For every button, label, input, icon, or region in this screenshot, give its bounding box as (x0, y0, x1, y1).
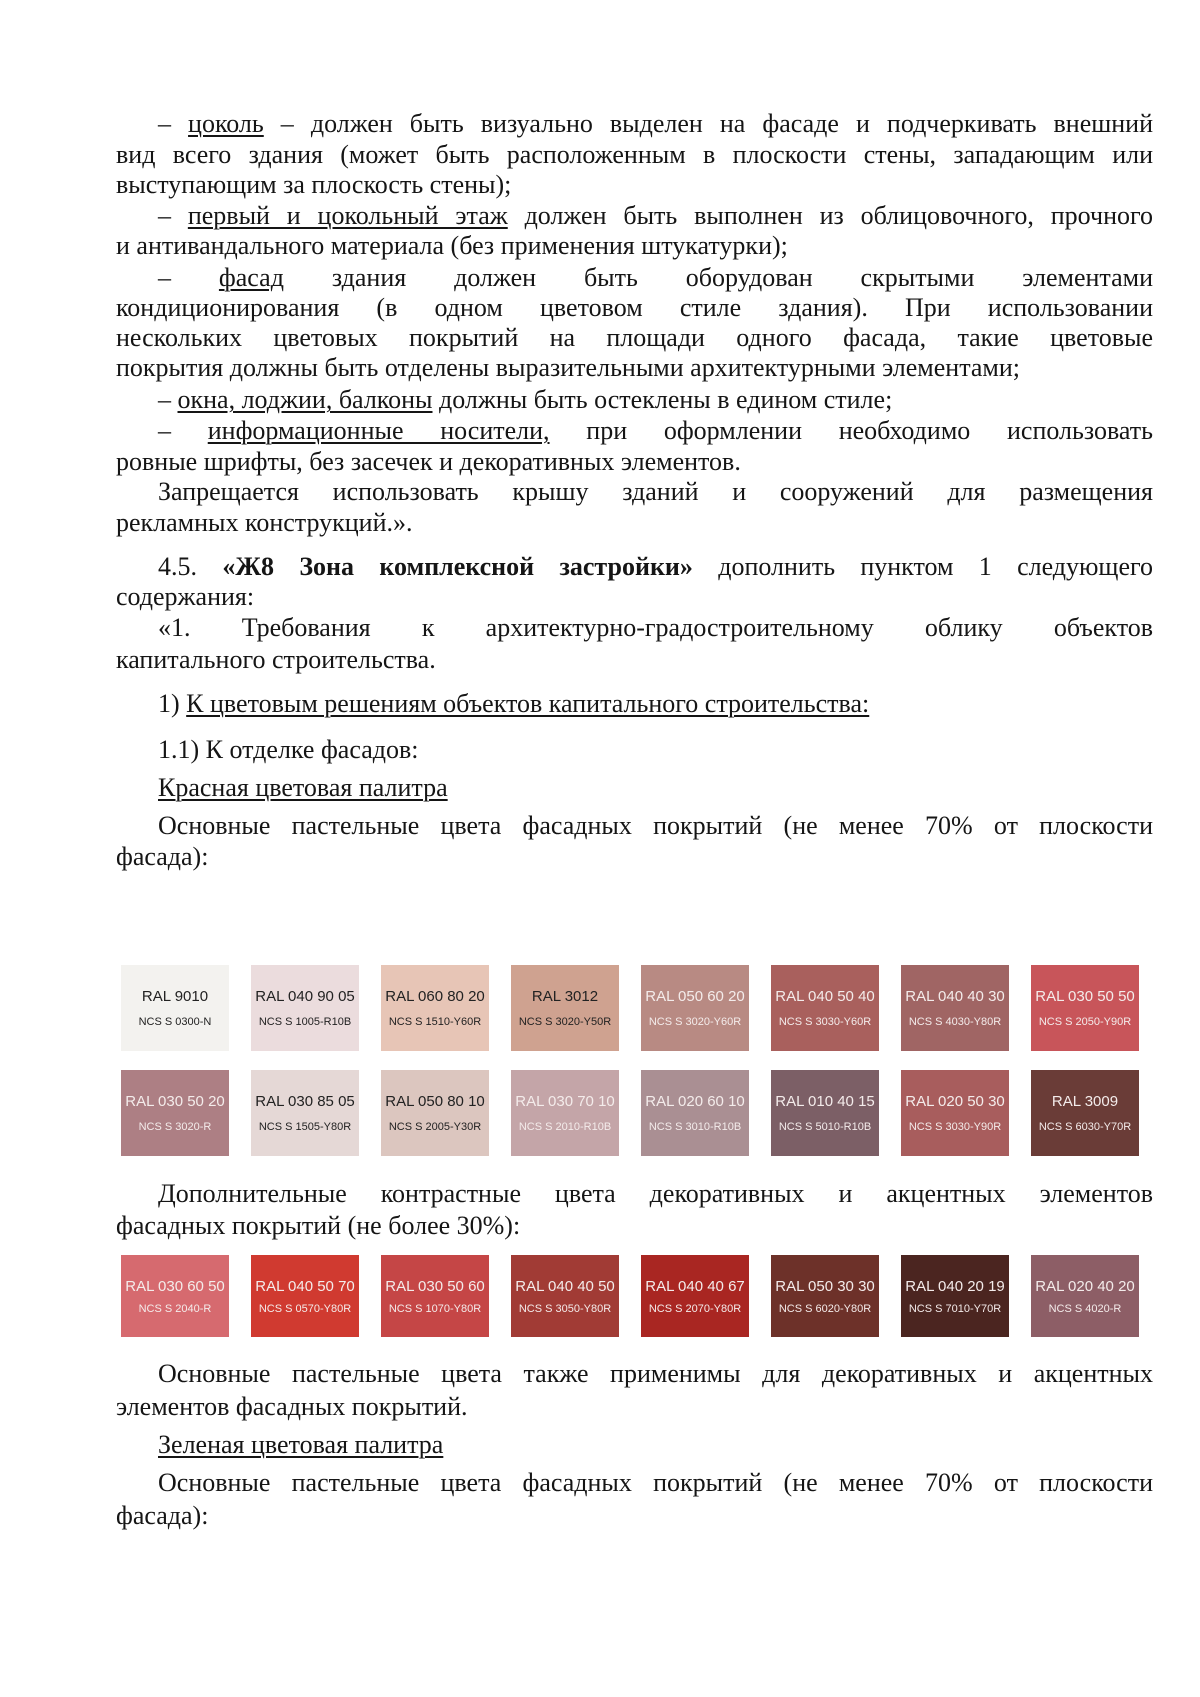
text-fragment: должен быть выполнен из облицовочного, прочного (507, 201, 1154, 230)
green-palette-heading (158, 1428, 1153, 1461)
ncs-code: NCS S 3030-Y60R (778, 1016, 872, 1028)
ncs-code: NCS S 3020-Y60R (648, 1016, 742, 1028)
ncs-code: NCS S 2050-Y90R (1038, 1016, 1132, 1028)
ncs-code: NCS S 5010-R10B (778, 1121, 872, 1133)
ncs-code: NCS S 3010-R10B (648, 1121, 742, 1133)
ncs-code: NCS S 6020-Y80R (778, 1302, 872, 1315)
text-line: элементов фасадных покрытий. (116, 1392, 468, 1421)
ral-code: RAL 030 60 50 (125, 1277, 225, 1295)
color-swatch (771, 1255, 879, 1337)
color-swatch (251, 965, 359, 1051)
ncs-code: NCS S 4030-Y80R (908, 1016, 1002, 1028)
underlined-term: информационные носители, (207, 416, 550, 445)
bullet-dash: – (158, 263, 219, 292)
ncs-code: NCS S 0300-N (138, 1016, 212, 1028)
bullet-dash: – (158, 385, 178, 414)
text-line: рекламных конструкций.». (116, 508, 413, 537)
text-line: кондиционирования (в одном цветовом стиле здания). При использовании (116, 293, 1153, 322)
ncs-code: NCS S 0570-Y80R (258, 1302, 352, 1315)
ral-code: RAL 040 20 19 (905, 1277, 1005, 1295)
color-swatch (901, 965, 1009, 1051)
text-line: ровные шрифты, без засечек и декоративных элементов. (116, 447, 741, 476)
underlined-term: цоколь (188, 109, 264, 138)
ral-code: RAL 050 80 10 (385, 1093, 485, 1110)
ncs-code: NCS S 1070-Y80R (388, 1302, 482, 1315)
ncs-code: NCS S 6030-Y70R (1038, 1121, 1132, 1133)
underlined-term: окна, лоджии, балконы (177, 385, 433, 414)
ral-code: RAL 010 40 15 (775, 1093, 875, 1110)
text-line: капитального строительства. (116, 645, 436, 674)
color-swatch (641, 1070, 749, 1156)
color-swatch (251, 1070, 359, 1156)
ral-code: RAL 060 80 20 (385, 988, 485, 1005)
color-swatch (771, 965, 879, 1051)
color-swatch (381, 1255, 489, 1337)
ral-code: RAL 3009 (1051, 1093, 1119, 1110)
color-swatch (641, 1255, 749, 1337)
ral-code: RAL 020 40 20 (1035, 1277, 1135, 1295)
subheading-color-solutions (158, 687, 1153, 720)
text-line: Запрещается использовать крышу зданий и сооружений для размещения (158, 477, 1153, 506)
text-fragment: должны быть остеклены в едином стиле; (432, 385, 893, 414)
text-line: фасада): (116, 842, 209, 871)
text-line: Основные пастельные цвета фасадных покрытий (не менее 70% от плоскости (158, 811, 1153, 840)
color-swatch (121, 1070, 229, 1156)
ral-code: RAL 040 90 05 (255, 988, 355, 1005)
bullet-dash: – (158, 416, 208, 445)
ral-code: RAL 030 70 10 (515, 1093, 615, 1110)
ral-code: RAL 030 50 60 (385, 1277, 485, 1295)
ncs-code: NCS S 3020-R (138, 1121, 212, 1133)
ral-code: RAL 040 40 67 (645, 1277, 745, 1295)
underlined-heading: Зеленая цветовая палитра (158, 1430, 444, 1459)
ral-code: RAL 040 40 50 (515, 1277, 615, 1295)
ncs-code: NCS S 1510-Y60R (388, 1016, 482, 1028)
color-swatch (121, 1255, 229, 1337)
text-line: содержания: (116, 582, 255, 611)
text-fragment: – должен быть визуально выделен на фасаде и подчеркивать внешний (263, 109, 1154, 138)
swatch-row-accent (121, 1255, 1147, 1337)
subheading-facade-finish: 1.1) К отделке фасадов: (158, 735, 419, 764)
color-swatch (381, 1070, 489, 1156)
ncs-code: NCS S 1505-Y80R (258, 1121, 352, 1133)
ncs-code: NCS S 7010-Y70R (908, 1302, 1002, 1315)
underlined-heading: Красная цветовая палитра (158, 773, 448, 802)
text-line: выступающим за плоскость стены); (116, 170, 512, 199)
text-fragment: здания должен быть оборудован скрытыми элементами (283, 263, 1153, 292)
text-line: фасадных покрытий (не более 30%): (116, 1211, 521, 1240)
color-swatch (1031, 1255, 1139, 1337)
text-line: фасада): (116, 1501, 209, 1530)
item-number: 1) (158, 689, 187, 718)
text-line: Основные пастельные цвета также применимы для декоративных и акцентных (158, 1359, 1153, 1388)
color-swatch (511, 1070, 619, 1156)
zone-name: «Ж8 Зона комплексной застройки» (222, 552, 693, 581)
ral-code: RAL 020 50 30 (905, 1093, 1005, 1110)
ral-code: RAL 9010 (141, 988, 209, 1005)
text-line: нескольких цветовых покрытий на площади одного фасада, такие цветовые (116, 323, 1153, 352)
color-swatch (901, 1255, 1009, 1337)
color-swatch (1031, 1070, 1139, 1156)
color-swatch (901, 1070, 1009, 1156)
ral-code: RAL 050 60 20 (645, 988, 745, 1005)
text-line (158, 261, 1153, 294)
text-line: и антивандального материала (без применения штукатурки); (116, 231, 788, 260)
ral-code: RAL 030 85 05 (255, 1093, 355, 1110)
ncs-code: NCS S 4020-R (1048, 1302, 1122, 1315)
bullet-dash: – (158, 201, 188, 230)
ncs-code: NCS S 3030-Y90R (908, 1121, 1002, 1133)
text-line (158, 383, 1153, 416)
ncs-code: NCS S 2070-Y80R (648, 1302, 742, 1315)
text-line: Дополнительные контрастные цвета декоративных и акцентных элементов (158, 1179, 1153, 1208)
swatch-row-main-2 (121, 1070, 1147, 1156)
color-swatch (381, 965, 489, 1051)
color-swatch (121, 965, 229, 1051)
text-line: вид всего здания (может быть расположенным в плоскости стены, западающим или (116, 140, 1153, 169)
ral-code: RAL 040 50 70 (255, 1277, 355, 1295)
ral-code: RAL 030 50 50 (1035, 988, 1135, 1005)
ral-code: RAL 020 60 10 (645, 1093, 745, 1110)
ral-code: RAL 030 50 20 (125, 1093, 225, 1110)
red-palette-heading (158, 771, 1153, 804)
bullet-dash: – (158, 109, 189, 138)
text-line: покрытия должны быть отделены выразительными архитектурными элементами; (116, 353, 1021, 382)
section-number: 4.5. (158, 552, 223, 581)
color-swatch (1031, 965, 1139, 1051)
ncs-code: NCS S 3020-Y50R (518, 1016, 612, 1028)
ncs-code: NCS S 2010-R10B (518, 1121, 612, 1133)
text-line: Основные пастельные цвета фасадных покрытий (не менее 70% от плоскости (158, 1468, 1153, 1497)
text-line (158, 107, 1153, 140)
underlined-term: первый и цокольный этаж (187, 201, 508, 230)
ral-code: RAL 050 30 30 (775, 1277, 875, 1295)
text-fragment: при оформлении необходимо использовать (549, 416, 1153, 445)
color-swatch (511, 965, 619, 1051)
text-fragment: дополнить пунктом 1 следующего (692, 552, 1154, 581)
ral-code: RAL 3012 (531, 988, 599, 1005)
ncs-code: NCS S 3050-Y80R (518, 1302, 612, 1315)
text-line (158, 199, 1153, 232)
ral-code: RAL 040 50 40 (775, 988, 875, 1005)
color-swatch (771, 1070, 879, 1156)
underlined-heading: К цветовым решениям объектов капитального строительства: (186, 689, 870, 718)
ncs-code: NCS S 2040-R (138, 1302, 212, 1315)
ncs-code: NCS S 2005-Y30R (388, 1121, 482, 1133)
color-swatch (251, 1255, 359, 1337)
ral-code: RAL 040 40 30 (905, 988, 1005, 1005)
swatch-row-main-1 (121, 965, 1147, 1051)
ncs-code: NCS S 1005-R10B (258, 1016, 352, 1028)
text-line (158, 414, 1153, 447)
section-heading-4-5 (158, 550, 1153, 583)
text-line: «1. Требования к архитектурно-градостроительному облику объектов (158, 613, 1153, 642)
color-swatch (641, 965, 749, 1051)
underlined-term: фасад (218, 263, 284, 292)
color-swatch (511, 1255, 619, 1337)
